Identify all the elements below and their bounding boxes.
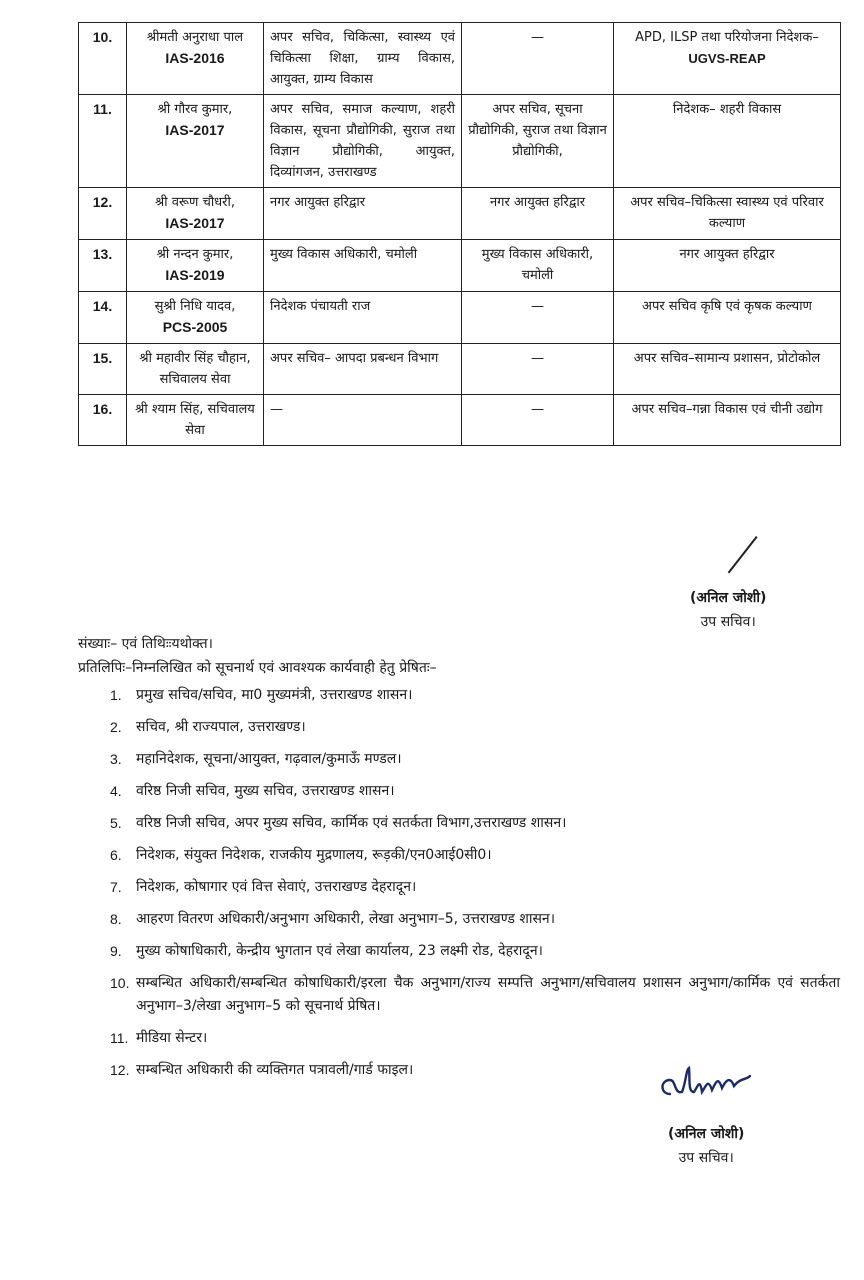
table-row — [79, 23, 841, 95]
list-item — [110, 812, 840, 835]
list-item-text: मीडिया सेन्टर। — [136, 1030, 208, 1046]
list-item-text: सचिव, श्री राज्यपाल, उत्तराखण्ड। — [136, 719, 306, 735]
list-item-number: 12. — [110, 1062, 130, 1078]
list-item — [110, 716, 840, 739]
list-item-number: 7. — [110, 879, 122, 895]
list-item-text: सम्बन्धित अधिकारी/सम्बन्धित कोषाधिकारी/इरला चैक अनुभाग/राज्य सम्पत्ति अनुभाग/सचिवालय प्रशासन अनुभाग/कार्मिक एवं सतर्कता अनुभाग–3/लेखा अनुभाग–5 को सूचनार्थ प्रेषित। — [136, 975, 840, 1014]
list-item — [110, 748, 840, 771]
officer-name: श्री श्याम सिंह, सचिवालय सेवा — [135, 402, 255, 438]
relieved-posting-cell: अपर सचिव, सूचना प्रौद्योगिकी, सुराज तथा विज्ञान प्रौद्योगिकी, — [462, 95, 614, 188]
list-item-number: 11. — [110, 1030, 129, 1046]
list-item-number: 3. — [110, 751, 122, 767]
officer-name-cell — [127, 23, 264, 95]
new-posting-cell — [614, 344, 841, 395]
officer-name-cell — [127, 292, 264, 344]
list-item — [110, 1027, 840, 1050]
serial-number-cell: 15. — [79, 344, 127, 395]
transfer-table — [78, 22, 841, 446]
current-posting-cell: निदेशक पंचायती राज — [264, 292, 462, 344]
signatory-name-2: (अनिल जोशी) — [668, 1126, 745, 1142]
list-item-number: 4. — [110, 783, 122, 799]
officer-service-batch: IAS-2017 — [165, 215, 225, 231]
new-posting-text: अपर सचिव–चिकित्सा स्वास्थ्य एवं परिवार कल्याण — [630, 195, 824, 231]
new-posting-cell — [614, 23, 841, 95]
officer-service-batch: IAS-2016 — [165, 50, 225, 66]
current-posting-cell: मुख्य विकास अधिकारी, चमोली — [264, 240, 462, 292]
current-posting-cell: अपर सचिव, चिकित्सा, स्वास्थ्य एवं चिकित्सा शिक्षा, ग्राम्य विकास, आयुक्त, ग्राम्य विकास — [264, 23, 462, 95]
list-item-number: 5. — [110, 815, 122, 831]
officer-name-cell — [127, 240, 264, 292]
list-item-number: 6. — [110, 847, 122, 863]
officer-name: श्री गौरव कुमार, — [157, 102, 233, 117]
current-posting-cell: अपर सचिव, समाज कल्याण, शहरी विकास, सूचना प्रौद्योगिकी, सुराज तथा विज्ञान प्रौद्योगिकी, आयुक्त, दिव्यांगजन, उत्तराखण्ड — [264, 95, 462, 188]
new-posting-code: UGVS-REAP — [688, 51, 766, 66]
relieved-posting-cell: — — [462, 292, 614, 344]
officer-name-cell — [127, 188, 264, 240]
signatory-designation: उप सचिव। — [700, 614, 756, 630]
list-item — [110, 684, 840, 707]
distribution-list — [110, 684, 840, 1091]
current-posting-cell: अपर सचिव– आपदा प्रबन्धन विभाग — [264, 344, 462, 395]
table-row — [79, 344, 841, 395]
serial-number-cell: 10. — [79, 23, 127, 95]
table-row — [79, 95, 841, 188]
current-posting-cell: नगर आयुक्त हरिद्वार — [264, 188, 462, 240]
new-posting-text: नगर आयुक्त हरिद्वार — [679, 247, 775, 262]
relieved-posting-cell: मुख्य विकास अधिकारी, चमोली — [462, 240, 614, 292]
serial-number-cell: 11. — [79, 95, 127, 188]
list-item-number: 1. — [110, 687, 122, 703]
relieved-posting-cell: — — [462, 344, 614, 395]
new-posting-text: अपर सचिव कृषि एवं कृषक कल्याण — [642, 299, 812, 314]
list-item-text: मुख्य कोषाधिकारी, केन्द्रीय भुगतान एवं लेखा कार्यालय, 23 लक्ष्मी रोड, देहरादून। — [136, 943, 543, 959]
new-posting-text: APD, ILSP तथा परियोजना निदेशक– — [635, 30, 819, 45]
new-posting-cell — [614, 240, 841, 292]
new-posting-cell — [614, 95, 841, 188]
new-posting-text: अपर सचिव–गन्ना विकास एवं चीनी उद्योग — [631, 402, 823, 417]
list-item-text: वरिष्ठ निजी सचिव, मुख्य सचिव, उत्तराखण्ड शासन। — [136, 783, 395, 799]
list-item — [110, 972, 840, 1018]
officer-name: श्री नन्दन कुमार, — [156, 247, 234, 262]
table-row — [79, 240, 841, 292]
signatory-block-2 — [668, 1122, 744, 1170]
new-posting-cell — [614, 188, 841, 240]
new-posting-cell — [614, 292, 841, 344]
list-item — [110, 940, 840, 963]
officer-name-cell — [127, 395, 264, 446]
serial-number-cell: 14. — [79, 292, 127, 344]
list-item — [110, 780, 840, 803]
officer-name: श्री महावीर सिंह चौहान, सचिवालय सेवा — [139, 351, 251, 387]
officer-service-batch: PCS-2005 — [162, 319, 228, 335]
list-item-number: 2. — [110, 719, 122, 735]
officer-name: सुश्री निधि यादव, — [154, 299, 236, 314]
signatory-designation-2: उप सचिव। — [678, 1150, 734, 1166]
officer-name-cell — [127, 95, 264, 188]
officer-service-batch: IAS-2017 — [165, 122, 225, 138]
serial-number-cell: 12. — [79, 188, 127, 240]
list-item-text: निदेशक, संयुक्त निदेशक, राजकीय मुद्रणालय, रूड़की/एन0आई0सी0। — [136, 847, 492, 863]
list-item-text: प्रमुख सचिव/सचिव, मा0 मुख्यमंत्री, उत्तराखण्ड शासन। — [136, 687, 413, 703]
relieved-posting-cell: नगर आयुक्त हरिद्वार — [462, 188, 614, 240]
list-item-number: 9. — [110, 943, 122, 959]
officer-name-cell — [127, 344, 264, 395]
list-item-text: आहरण वितरण अधिकारी/अनुभाग अधिकारी, लेखा अनुभाग–5, उत्तराखण्ड शासन। — [136, 911, 556, 927]
current-posting-cell: — — [264, 395, 462, 446]
list-item-number: 8. — [110, 911, 122, 927]
list-item — [110, 876, 840, 899]
list-item — [110, 844, 840, 867]
officer-name: श्रीमती अनुराधा पाल — [146, 30, 244, 45]
list-item-text: निदेशक, कोषागार एवं वित्त सेवाएं, उत्तराखण्ड देहरादून। — [136, 879, 417, 895]
signatory-block-1 — [690, 586, 766, 634]
table-row — [79, 395, 841, 446]
signatory-name: (अनिल जोशी) — [690, 590, 767, 606]
handwritten-signature — [656, 1064, 764, 1108]
list-item-text: वरिष्ठ निजी सचिव, अपर मुख्य सचिव, कार्मिक एवं सतर्कता विभाग,उत्तराखण्ड शासन। — [136, 815, 567, 831]
list-item-text: महानिदेशक, सूचना/आयुक्त, गढ़वाल/कुमाऊँ मण्डल। — [136, 751, 402, 767]
relieved-posting-cell: — — [462, 23, 614, 95]
new-posting-text: अपर सचिव–सामान्य प्रशासन, प्रोटोकोल — [633, 351, 821, 366]
serial-number-cell: 16. — [79, 395, 127, 446]
relieved-posting-cell: — — [462, 395, 614, 446]
officer-service-batch: IAS-2019 — [165, 267, 225, 283]
table-row — [79, 292, 841, 344]
table-row — [79, 188, 841, 240]
list-item — [110, 908, 840, 931]
officer-name: श्री वरूण चौधरी, — [155, 195, 235, 210]
list-item-text: सम्बन्धित अधिकारी की व्यक्तिगत पत्रावली/गार्ड फाइल। — [136, 1062, 414, 1078]
new-posting-text: निदेशक– शहरी विकास — [672, 102, 782, 117]
serial-number-cell: 13. — [79, 240, 127, 292]
transfer-table-body — [79, 23, 841, 446]
signature-stroke — [728, 536, 758, 573]
list-item-number: 10. — [110, 975, 130, 991]
reference-line: संख्याः– एवं तिथिःःयथोक्त। — [78, 636, 213, 652]
new-posting-cell — [614, 395, 841, 446]
copy-to-heading: प्रतिलिपिः–निम्नलिखित को सूचनार्थ एवं आवश्यक कार्यवाही हेतु प्रेषितः– — [78, 660, 437, 676]
